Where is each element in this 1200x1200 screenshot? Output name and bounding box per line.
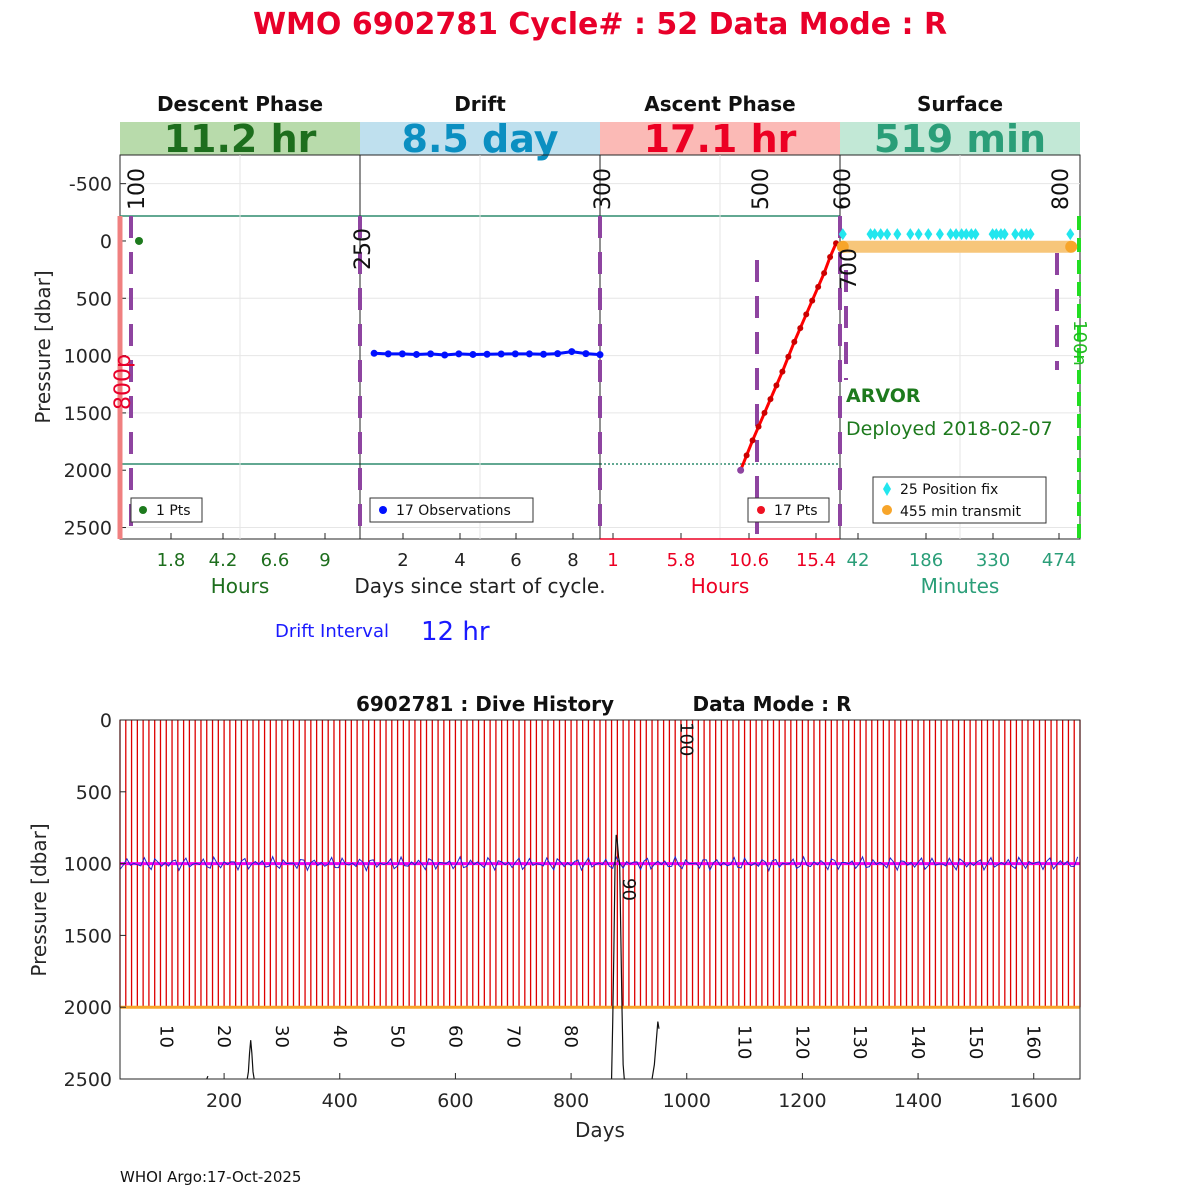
ascent-point bbox=[756, 424, 762, 430]
marker-700: 700 bbox=[837, 248, 862, 290]
phase-duration-2: 17.1 hr bbox=[643, 117, 797, 161]
top-x-tick-label: 330 bbox=[975, 550, 1011, 571]
position-fix-point bbox=[1066, 228, 1074, 240]
drift-point bbox=[385, 350, 392, 357]
drift-point bbox=[540, 351, 547, 358]
position-fix-point bbox=[936, 228, 944, 240]
phase-name-2: Ascent Phase bbox=[644, 92, 796, 116]
top-y-tick-label: 2000 bbox=[63, 460, 112, 483]
top-x-tick-label: 5.8 bbox=[666, 550, 696, 571]
top-x-tick-label: 4.2 bbox=[208, 550, 238, 571]
phase-name-3: Surface bbox=[916, 92, 1004, 116]
ascent-point bbox=[791, 339, 797, 345]
ascent-start-point bbox=[737, 467, 744, 474]
dive-x-tick-label: 1000 bbox=[662, 1090, 711, 1112]
drift-legend bbox=[370, 498, 533, 522]
drift-point bbox=[554, 350, 561, 357]
cycle-number-label: 60 bbox=[444, 1025, 466, 1048]
dive-x-tick-label: 600 bbox=[437, 1090, 474, 1112]
drift-point bbox=[512, 350, 519, 357]
phase-x-axis-label: Minutes bbox=[920, 574, 1000, 598]
dive-x-tick-label: 400 bbox=[321, 1090, 358, 1112]
dive-x-tick-label: 1400 bbox=[893, 1090, 943, 1112]
dive-y-tick-label: 0 bbox=[99, 710, 112, 732]
drift-point bbox=[427, 350, 434, 357]
dive-anomaly-trace bbox=[652, 1022, 659, 1079]
ascent-point bbox=[809, 298, 815, 304]
drift-point bbox=[455, 350, 462, 357]
cycle-number-label: 130 bbox=[849, 1025, 871, 1060]
marker-100: 100 bbox=[125, 168, 150, 210]
drift-legend-label: 17 Observations bbox=[396, 503, 511, 519]
cycle-number-label: 80 bbox=[560, 1025, 582, 1048]
dive-y-tick-label: 500 bbox=[75, 781, 112, 804]
top-x-tick-label: 2 bbox=[397, 550, 409, 571]
float-type: ARVOR bbox=[846, 385, 921, 407]
drift-point bbox=[597, 351, 604, 358]
descent-point bbox=[135, 237, 143, 245]
cycle-phase-panel bbox=[31, 92, 1090, 647]
cycle-number-label: 100 bbox=[675, 722, 697, 757]
cycle-number-label: 30 bbox=[270, 1025, 292, 1048]
top-x-tick-label: 1 bbox=[607, 550, 619, 571]
drift-point bbox=[413, 351, 420, 358]
phase-duration-3: 519 min bbox=[873, 117, 1047, 161]
drift-point bbox=[484, 351, 491, 358]
ascent-point bbox=[773, 382, 779, 388]
dive-y-tick-label: 2500 bbox=[63, 1069, 112, 1091]
cycle-number-label: 40 bbox=[328, 1025, 350, 1048]
top-x-tick-label: 1.8 bbox=[156, 550, 186, 571]
position-fix-point bbox=[915, 228, 923, 240]
dive-y-tick-label: 1500 bbox=[63, 925, 112, 948]
top-y-tick-label: 2500 bbox=[63, 517, 112, 540]
position-fix-point bbox=[1027, 228, 1035, 240]
drift-point bbox=[469, 351, 476, 358]
top-y-axis-label: Pressure [dbar] bbox=[31, 270, 55, 424]
top-x-tick-label: 4 bbox=[454, 550, 466, 571]
dive-x-tick-label: 800 bbox=[552, 1090, 590, 1112]
position-fix-point bbox=[893, 228, 901, 240]
dive-x-axis-label: Days bbox=[575, 1118, 625, 1142]
phase-x-axis-label: Hours bbox=[690, 574, 750, 598]
drift-interval-label: Drift Interval bbox=[275, 621, 389, 642]
cycle-number-label: 50 bbox=[386, 1025, 408, 1048]
dive-x-tick-label: 1200 bbox=[778, 1090, 827, 1112]
top-y-tick-label: 1000 bbox=[63, 345, 112, 368]
phase-duration-1: 8.5 day bbox=[401, 117, 559, 161]
surface-legend-transmit: 455 min transmit bbox=[900, 504, 1022, 520]
ascent-point bbox=[803, 311, 809, 317]
cycle-number-label: 70 bbox=[502, 1025, 524, 1048]
marker-100n: 100n bbox=[1069, 320, 1090, 366]
marker-800: 800 bbox=[1049, 168, 1074, 210]
dive-x-tick-label: 200 bbox=[205, 1090, 243, 1112]
ascent-point bbox=[785, 354, 791, 360]
ascent-point bbox=[762, 410, 768, 416]
top-x-tick-label: 9 bbox=[319, 550, 331, 571]
phase-duration-0: 11.2 hr bbox=[163, 117, 317, 161]
top-x-tick-label: 6.6 bbox=[260, 550, 290, 571]
position-fix-point bbox=[906, 228, 914, 240]
dive-anomaly-trace bbox=[247, 1040, 254, 1079]
dive-y-tick-label: 2000 bbox=[63, 997, 112, 1020]
dive-history-panel bbox=[27, 692, 1080, 1142]
drift-point bbox=[498, 350, 505, 357]
drift-point bbox=[441, 352, 448, 359]
ascent-point bbox=[815, 284, 821, 290]
cycle-number-label: 150 bbox=[964, 1025, 986, 1060]
dive-y-axis-label: Pressure [dbar] bbox=[27, 823, 51, 977]
ascent-point bbox=[744, 452, 750, 458]
surface-legend bbox=[873, 477, 1046, 523]
cycle-number-label: 90 bbox=[617, 878, 639, 901]
drift-point bbox=[568, 348, 575, 355]
marker-250: 250 bbox=[351, 228, 376, 270]
phase-name-1: Drift bbox=[454, 92, 506, 116]
phase-name-0: Descent Phase bbox=[156, 92, 324, 116]
top-x-tick-label: 186 bbox=[908, 550, 944, 571]
marker-500: 500 bbox=[749, 168, 774, 210]
top-x-tick-label: 6 bbox=[510, 550, 522, 571]
cycle-number-label: 160 bbox=[1022, 1025, 1044, 1060]
cycle-number-label: 20 bbox=[213, 1025, 235, 1048]
transmit-end bbox=[1065, 241, 1077, 253]
drift-interval-value: 12 hr bbox=[421, 617, 490, 647]
ascent-point bbox=[797, 325, 803, 331]
ascent-point bbox=[779, 369, 785, 375]
drift-point bbox=[582, 350, 589, 357]
dive-y-tick-label: 1000 bbox=[63, 853, 112, 876]
top-y-tick-label: 1500 bbox=[63, 402, 112, 425]
marker-300: 300 bbox=[591, 168, 616, 210]
cycle-number-label: 140 bbox=[907, 1025, 929, 1060]
phase-x-axis-label: Days since start of cycle. bbox=[354, 574, 606, 598]
cycle-number-label: 10 bbox=[155, 1025, 177, 1048]
ascent-legend-label: 17 Pts bbox=[774, 503, 818, 519]
position-fix-point bbox=[924, 228, 932, 240]
ascent-point bbox=[821, 270, 827, 276]
cycle-number-label: 110 bbox=[733, 1025, 755, 1060]
top-x-tick-label: 474 bbox=[1041, 550, 1077, 571]
descent-legend bbox=[131, 498, 202, 522]
top-y-tick-label: 0 bbox=[99, 230, 112, 253]
footer-credit: WHOI Argo:17-Oct-2025 bbox=[120, 1168, 302, 1186]
cycle-number-label: 120 bbox=[791, 1025, 813, 1060]
position-fix-point bbox=[883, 228, 891, 240]
marker-600: 600 bbox=[831, 168, 856, 210]
deployment-date: Deployed 2018-02-07 bbox=[846, 418, 1053, 440]
top-x-tick-label: 15.4 bbox=[795, 550, 837, 571]
top-x-tick-label: 8 bbox=[567, 550, 579, 571]
surface-legend-fix: 25 Position fix bbox=[900, 482, 999, 498]
top-y-tick-label: 500 bbox=[75, 288, 112, 311]
top-x-tick-label: 42 bbox=[846, 550, 870, 571]
phase-x-axis-label: Hours bbox=[210, 574, 270, 598]
position-fix-point bbox=[971, 228, 979, 240]
chart-title: WMO 6902781 Cycle# : 52 Data Mode : R bbox=[252, 7, 948, 42]
drift-point bbox=[526, 350, 533, 357]
ascent-point bbox=[827, 254, 833, 260]
top-x-tick-label: 10.6 bbox=[728, 550, 770, 571]
ascent-point bbox=[750, 437, 756, 443]
drift-point bbox=[371, 350, 378, 357]
descent-legend-label: 1 Pts bbox=[156, 503, 191, 519]
dive-history-title-right: Data Mode : R bbox=[692, 692, 852, 716]
ascent-point bbox=[767, 396, 773, 402]
ascent-legend bbox=[748, 498, 829, 522]
top-y-tick-label: -500 bbox=[68, 173, 112, 196]
dive-x-tick-label: 1600 bbox=[1009, 1090, 1058, 1112]
drift-point bbox=[399, 350, 406, 357]
marker-800p: 800p bbox=[111, 354, 136, 410]
dive-history-title-left: 6902781 : Dive History bbox=[355, 692, 615, 716]
